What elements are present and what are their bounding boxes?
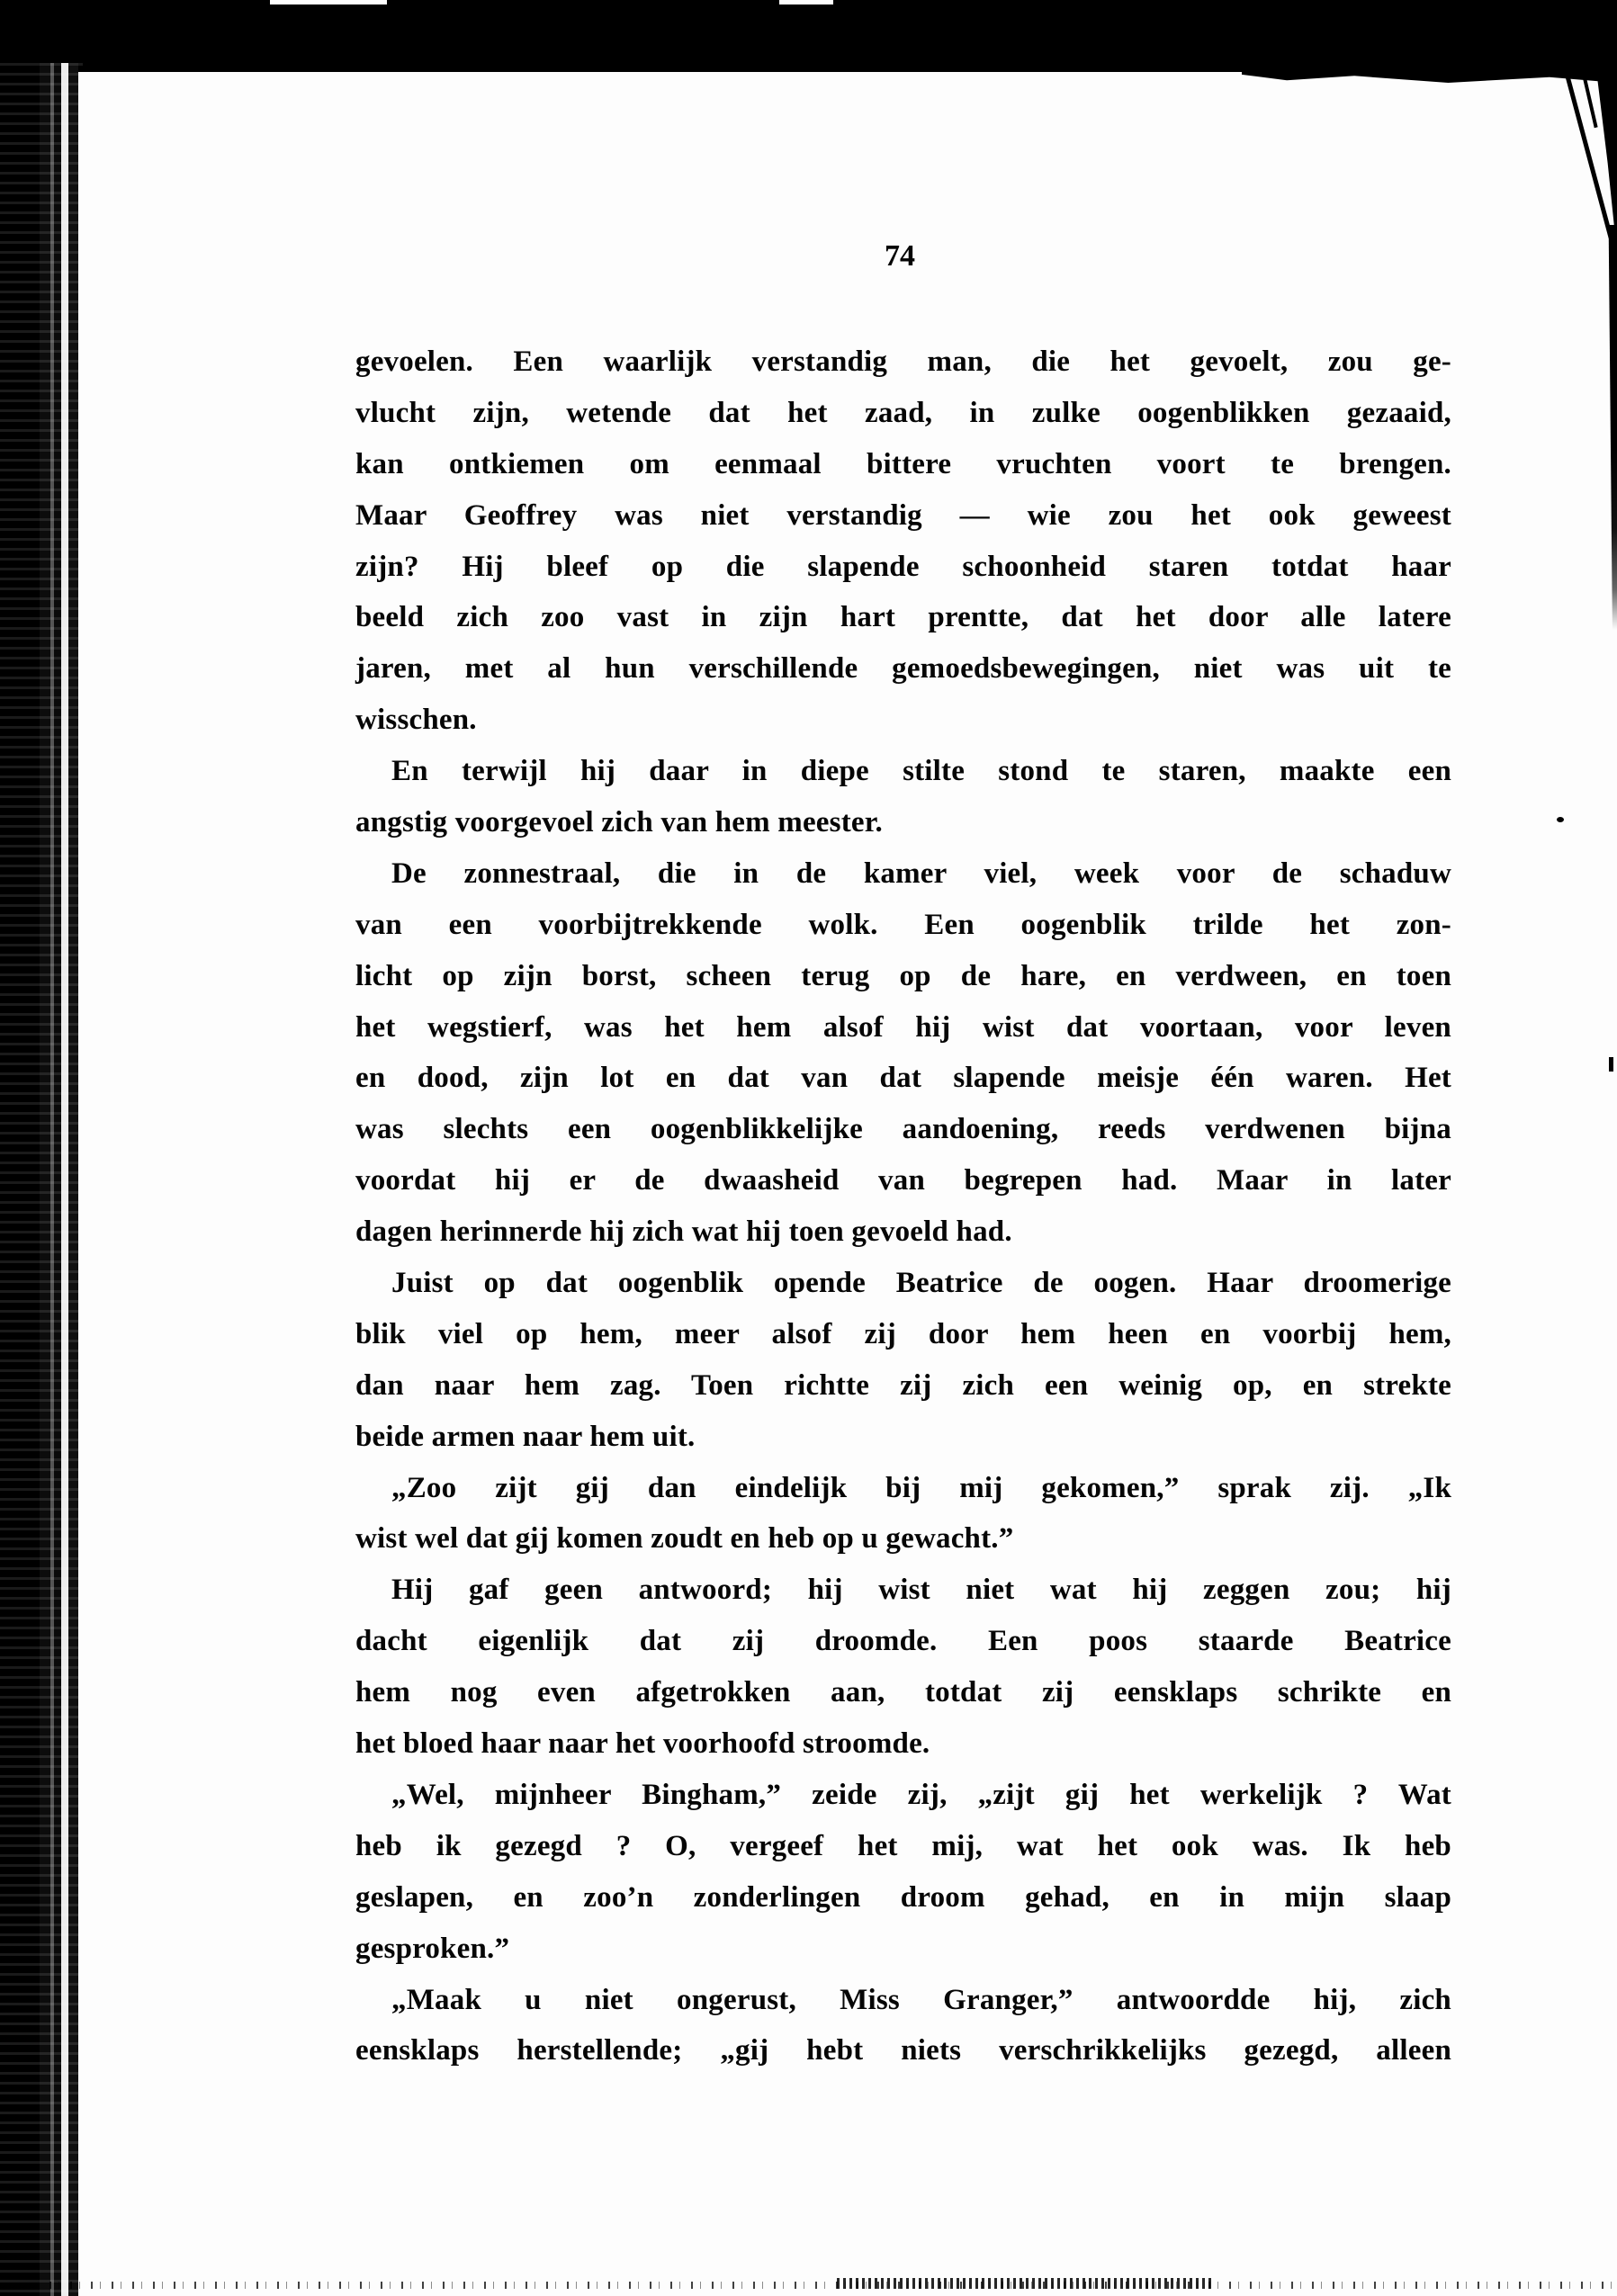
text-line: „Zoo zijt gij dan eindelijk bij mij gekomen,” sprak zij. „Ik bbox=[391, 1471, 1451, 1504]
text-line: gesproken.” bbox=[355, 1932, 510, 1965]
text-line: En terwijl hij daar in diepe stilte stond te staren, maakte een bbox=[391, 755, 1451, 788]
text-line: De zonnestraal, die in de kamer viel, week voor de schaduw bbox=[391, 857, 1451, 890]
page-number: 74 bbox=[885, 239, 915, 273]
book-binding-shadow bbox=[0, 63, 83, 2296]
text-line: jaren, met al hun verschillende gemoedsbewegingen, niet was uit te bbox=[355, 652, 1451, 686]
text-line: het bloed haar naar het voorhoofd stroomde. bbox=[355, 1727, 930, 1761]
text-line: Juist op dat oogenblik opende Beatrice de oogen. Haar droomerige bbox=[391, 1267, 1451, 1300]
text-line: Hij gaf geen antwoord; hij wist niet wat hij zeggen zou; hij bbox=[391, 1574, 1451, 1607]
text-line: heb ik gezegd ? O, vergeef het mij, wat het ook was. Ik heb bbox=[355, 1829, 1451, 1862]
ink-speck bbox=[1557, 817, 1564, 822]
scanner-edge-bar-extension bbox=[1242, 70, 1617, 83]
text-line: eensklaps herstellende; „gij hebt niets verschrikkelijks gezegd, alleen bbox=[355, 2034, 1451, 2067]
scanner-edge-bar bbox=[0, 0, 1617, 72]
text-line: beide armen naar hem uit. bbox=[355, 1420, 696, 1453]
text-line: kan ontkiemen om eenmaal bittere vruchten voort te brengen. bbox=[355, 447, 1451, 480]
bottom-scan-noise bbox=[837, 2278, 1215, 2289]
text-line: Maar Geoffrey was niet verstandig — wie zou het ook geweest bbox=[355, 498, 1451, 532]
text-line: van een voorbijtrekkende wolk. Een oogenblik trilde het zon- bbox=[355, 908, 1451, 941]
ink-speck bbox=[1609, 1057, 1613, 1072]
text-line: en dood, zijn lot en dat van dat slapende meisje één waren. Het bbox=[355, 1062, 1451, 1095]
text-line: dagen herinnerde hij zich wat hij toen gevoeld had. bbox=[355, 1215, 1012, 1249]
text-line: „Maak u niet ongerust, Miss Granger,” antwoordde hij, zich bbox=[391, 1983, 1451, 2016]
text-line: wisschen. bbox=[355, 704, 477, 737]
text-line: licht op zijn borst, scheen terug op de hare, en verdween, en toen bbox=[355, 959, 1451, 992]
text-line: blik viel op hem, meer alsof zij door hem heen en voorbij hem, bbox=[355, 1317, 1451, 1350]
text-line: voordat hij er de dwaasheid van begrepen had. Maar in later bbox=[355, 1164, 1451, 1197]
scan-artifact bbox=[779, 0, 833, 4]
text-line: dan naar hem zag. Toen richtte zij zich een weinig op, en strekte bbox=[355, 1368, 1451, 1402]
text-line: gevoelen. Een waarlijk verstandig man, die het gevoelt, zou ge- bbox=[355, 345, 1451, 378]
text-line: vlucht zijn, wetende dat het zaad, in zulke oogenblikken gezaaid, bbox=[355, 396, 1451, 429]
body-text bbox=[355, 336, 1451, 2076]
text-line: wist wel dat gij komen zoudt en heb op u gewacht.” bbox=[355, 1522, 1014, 1556]
text-line: dacht eigenlijk dat zij droomde. Een poos staarde Beatrice bbox=[355, 1625, 1451, 1658]
text-line: „Wel, mijnheer Bingham,” zeide zij, „zijt gij het werkelijk ? Wat bbox=[391, 1778, 1451, 1811]
text-line: het wegstierf, was het hem alsof hij wist dat voortaan, voor leven bbox=[355, 1010, 1451, 1044]
scan-artifact bbox=[270, 0, 387, 4]
text-line: beeld zich zoo vast in zijn hart prentte, dat het door alle latere bbox=[355, 601, 1451, 634]
right-edge-shadow bbox=[1602, 225, 1617, 630]
text-line: hem nog even afgetrokken aan, totdat zij eensklaps schrikte en bbox=[355, 1676, 1451, 1709]
bottom-scan-noise bbox=[49, 2282, 1617, 2289]
text-line: angstig voorgevoel zich van hem meester. bbox=[355, 806, 883, 839]
text-line: was slechts een oogenblikkelijke aandoening, reeds verdwenen bijna bbox=[355, 1113, 1451, 1146]
text-line: zijn? Hij bleef op die slapende schoonheid staren totdat haar bbox=[355, 550, 1451, 583]
text-line: geslapen, en zoo’n zonderlingen droom gehad, en in mijn slaap bbox=[355, 1880, 1451, 1914]
